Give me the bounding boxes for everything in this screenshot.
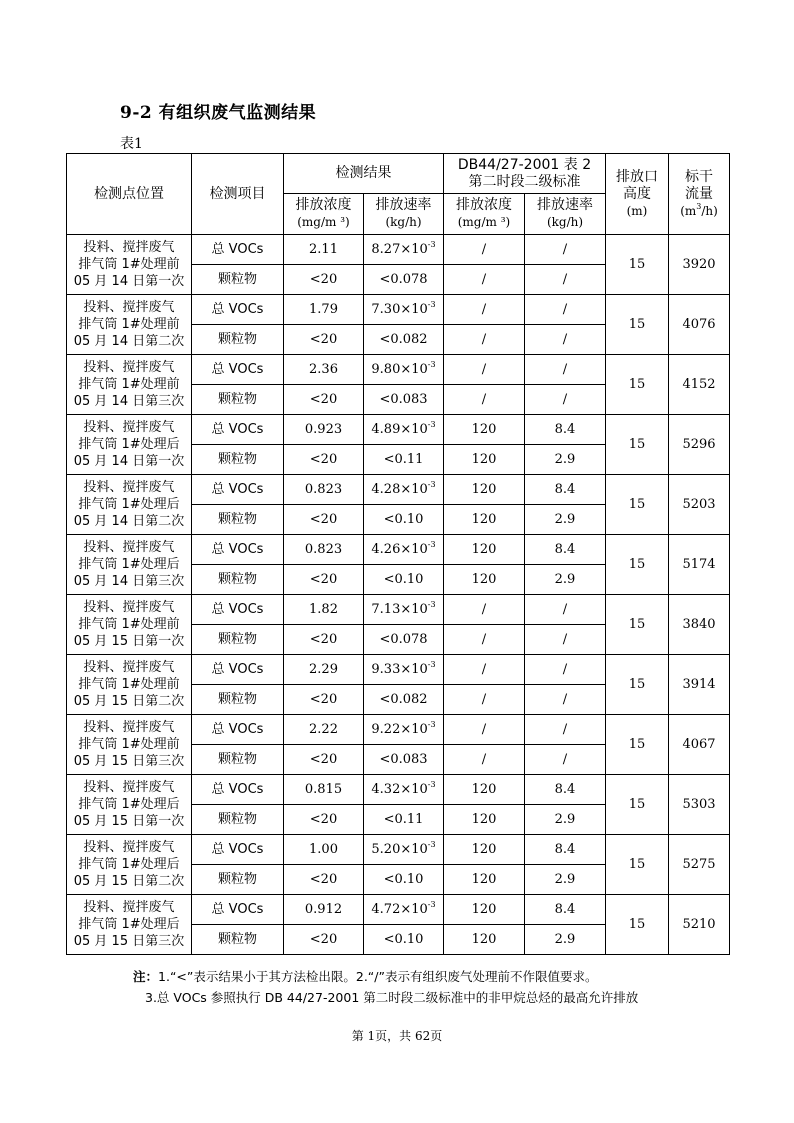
cell-pm-rate: <0.10 — [364, 865, 444, 895]
cell-pm-std-conc: 120 — [444, 505, 525, 535]
cell-pm-rate: <0.10 — [364, 565, 444, 595]
cell-height: 15 — [606, 295, 669, 355]
cell-voc-std-conc: 120 — [444, 535, 525, 565]
cell-voc-std-conc: 120 — [444, 835, 525, 865]
cell-location: 投料、搅拌废气 排气筒 1#处理后 05 月 15 日第三次 — [67, 895, 192, 955]
cell-height: 15 — [606, 235, 669, 295]
cell-pm-rate: <0.082 — [364, 685, 444, 715]
cell-location: 投料、搅拌废气 排气筒 1#处理前 05 月 15 日第二次 — [67, 655, 192, 715]
cell-voc-std-rate: 8.4 — [525, 415, 606, 445]
cell-pm-rate: <0.10 — [364, 925, 444, 955]
cell-voc-std-rate: 8.4 — [525, 535, 606, 565]
cell-pm-rate: <0.078 — [364, 265, 444, 295]
cell-voc-rate: $7.13\times 10^{-3}$ — [364, 595, 444, 625]
cell-voc-rate: $7.30\times 10^{-3}$ — [364, 295, 444, 325]
cell-pm-std-rate: 2.9 — [525, 805, 606, 835]
cell-item-voc: 总 VOCs — [192, 415, 284, 445]
table-caption: 表1 — [120, 136, 143, 152]
cell-pm-std-rate: 2.9 — [525, 865, 606, 895]
cell-voc-std-rate: / — [525, 595, 606, 625]
header-flow-line1: 标干 — [685, 168, 713, 185]
cell-pm-conc: <20 — [284, 325, 364, 355]
table-row — [67, 535, 730, 565]
cell-flow: 3914 — [669, 655, 730, 715]
table-row — [67, 475, 730, 505]
cell-location: 投料、搅拌废气 排气筒 1#处理后 05 月 14 日第一次 — [67, 415, 192, 475]
cell-pm-conc: <20 — [284, 385, 364, 415]
cell-item-voc: 总 VOCs — [192, 835, 284, 865]
cell-location: 投料、搅拌废气 排气筒 1#处理后 05 月 14 日第三次 — [67, 535, 192, 595]
cell-height: 15 — [606, 535, 669, 595]
cell-voc-rate: $4.26\times 10^{-3}$ — [364, 535, 444, 565]
header-std-rate: 排放速率 (kg/h) — [525, 194, 606, 235]
cell-voc-conc: 2.36 — [284, 355, 364, 385]
cell-voc-rate: $4.32\times 10^{-3}$ — [364, 775, 444, 805]
cell-voc-rate: $8.27\times 10^{-3}$ — [364, 235, 444, 265]
cell-item-voc: 总 VOCs — [192, 355, 284, 385]
cell-pm-rate: <0.11 — [364, 805, 444, 835]
note-line-2: 3.总 VOCs 参照执行 DB 44/27-2001 第二时段二级标准中的非甲烷总烃的最高允许排放 — [145, 990, 639, 1005]
header-std-conc: 排放浓度 (mg/m ³) — [444, 194, 525, 235]
cell-pm-rate: <0.11 — [364, 445, 444, 475]
cell-voc-std-rate: 8.4 — [525, 475, 606, 505]
table-row — [67, 295, 730, 325]
cell-voc-std-conc: / — [444, 595, 525, 625]
cell-pm-conc: <20 — [284, 685, 364, 715]
cell-item-pm: 颗粒物 — [192, 925, 284, 955]
cell-pm-rate: <0.10 — [364, 505, 444, 535]
cell-height: 15 — [606, 355, 669, 415]
cell-item-pm: 颗粒物 — [192, 865, 284, 895]
cell-item-voc: 总 VOCs — [192, 235, 284, 265]
cell-voc-conc: 0.823 — [284, 475, 364, 505]
cell-voc-conc: 0.823 — [284, 535, 364, 565]
cell-voc-std-conc: 120 — [444, 475, 525, 505]
cell-voc-std-rate: / — [525, 295, 606, 325]
cell-pm-conc: <20 — [284, 265, 364, 295]
cell-item-voc: 总 VOCs — [192, 895, 284, 925]
cell-item-pm: 颗粒物 — [192, 745, 284, 775]
header-location: 检测点位置 — [67, 154, 192, 235]
header-item: 检测项目 — [192, 154, 284, 235]
cell-flow: 5296 — [669, 415, 730, 475]
cell-location: 投料、搅拌废气 排气筒 1#处理后 05 月 15 日第一次 — [67, 775, 192, 835]
cell-item-pm: 颗粒物 — [192, 565, 284, 595]
cell-item-pm: 颗粒物 — [192, 265, 284, 295]
cell-voc-std-conc: / — [444, 235, 525, 265]
cell-voc-std-conc: 120 — [444, 895, 525, 925]
cell-item-pm: 颗粒物 — [192, 385, 284, 415]
cell-pm-std-conc: / — [444, 325, 525, 355]
cell-pm-conc: <20 — [284, 445, 364, 475]
cell-item-pm: 颗粒物 — [192, 685, 284, 715]
cell-item-pm: 颗粒物 — [192, 445, 284, 475]
header-height-unit: (m) — [626, 203, 648, 218]
cell-voc-conc: 1.00 — [284, 835, 364, 865]
cell-pm-std-conc: / — [444, 625, 525, 655]
cell-pm-std-conc: / — [444, 745, 525, 775]
cell-flow: 4152 — [669, 355, 730, 415]
cell-pm-conc: <20 — [284, 865, 364, 895]
cell-flow: 3920 — [669, 235, 730, 295]
header-standard-line1: DB44/27-2001 表 2 — [457, 156, 592, 173]
cell-pm-conc: <20 — [284, 625, 364, 655]
cell-voc-rate: $9.33\times 10^{-3}$ — [364, 655, 444, 685]
cell-item-voc: 总 VOCs — [192, 475, 284, 505]
cell-location: 投料、搅拌废气 排气筒 1#处理前 05 月 15 日第一次 — [67, 595, 192, 655]
cell-flow: 3840 — [669, 595, 730, 655]
section-title: 9-2 有组织废气监测结果 — [120, 103, 317, 123]
cell-voc-rate: $4.89\times 10^{-3}$ — [364, 415, 444, 445]
cell-pm-std-conc: 120 — [444, 565, 525, 595]
header-flow-line2: 流量 — [685, 185, 713, 202]
cell-flow: 4067 — [669, 715, 730, 775]
cell-voc-conc: 1.79 — [284, 295, 364, 325]
cell-voc-std-rate: / — [525, 235, 606, 265]
cell-voc-std-conc: / — [444, 655, 525, 685]
cell-voc-std-conc: / — [444, 355, 525, 385]
cell-voc-rate: $9.22\times 10^{-3}$ — [364, 715, 444, 745]
cell-pm-rate: <0.078 — [364, 625, 444, 655]
cell-flow: 5275 — [669, 835, 730, 895]
cell-flow: 5174 — [669, 535, 730, 595]
header-height-line1: 排放口 — [616, 168, 658, 185]
cell-voc-conc: 2.11 — [284, 235, 364, 265]
header-rate: 排放速率 (kg/h) — [364, 194, 444, 235]
header-flow — [669, 154, 730, 235]
cell-item-pm: 颗粒物 — [192, 805, 284, 835]
cell-voc-conc: 0.923 — [284, 415, 364, 445]
cell-height: 15 — [606, 415, 669, 475]
cell-item-voc: 总 VOCs — [192, 595, 284, 625]
table-row — [67, 895, 730, 925]
cell-pm-conc: <20 — [284, 805, 364, 835]
cell-pm-std-conc: 120 — [444, 805, 525, 835]
table-row — [67, 775, 730, 805]
cell-item-voc: 总 VOCs — [192, 655, 284, 685]
cell-item-pm: 颗粒物 — [192, 325, 284, 355]
cell-location: 投料、搅拌废气 排气筒 1#处理前 05 月 14 日第一次 — [67, 235, 192, 295]
cell-voc-std-conc: / — [444, 715, 525, 745]
cell-height: 15 — [606, 655, 669, 715]
cell-voc-std-rate: 8.4 — [525, 775, 606, 805]
cell-location: 投料、搅拌废气 排气筒 1#处理前 05 月 14 日第三次 — [67, 355, 192, 415]
cell-pm-conc: <20 — [284, 925, 364, 955]
cell-voc-rate: $4.28\times 10^{-3}$ — [364, 475, 444, 505]
note-line-1 — [133, 967, 597, 985]
cell-pm-std-rate: / — [525, 625, 606, 655]
cell-voc-rate: $5.20\times 10^{-3}$ — [364, 835, 444, 865]
table-row — [67, 595, 730, 625]
cell-height: 15 — [606, 895, 669, 955]
header-conc: 排放浓度 (mg/m ³) — [284, 194, 364, 235]
cell-pm-std-conc: 120 — [444, 925, 525, 955]
cell-voc-std-conc: / — [444, 295, 525, 325]
cell-pm-rate: <0.083 — [364, 745, 444, 775]
cell-pm-std-rate: / — [525, 745, 606, 775]
cell-pm-conc: <20 — [284, 565, 364, 595]
cell-pm-conc: <20 — [284, 505, 364, 535]
cell-voc-std-rate: 8.4 — [525, 895, 606, 925]
header-standard — [444, 154, 606, 194]
cell-pm-conc: <20 — [284, 745, 364, 775]
cell-pm-std-rate: / — [525, 325, 606, 355]
table-row — [67, 415, 730, 445]
cell-item-voc: 总 VOCs — [192, 535, 284, 565]
cell-voc-conc: 2.29 — [284, 655, 364, 685]
cell-pm-std-rate: / — [525, 685, 606, 715]
cell-flow: 4076 — [669, 295, 730, 355]
cell-height: 15 — [606, 715, 669, 775]
header-flow-unit: $(m^3/h)$ — [680, 201, 718, 218]
table-row — [67, 355, 730, 385]
cell-pm-std-rate: 2.9 — [525, 505, 606, 535]
cell-item-pm: 颗粒物 — [192, 625, 284, 655]
cell-location: 投料、搅拌废气 排气筒 1#处理前 05 月 14 日第二次 — [67, 295, 192, 355]
cell-pm-std-conc: / — [444, 685, 525, 715]
cell-pm-std-rate: 2.9 — [525, 565, 606, 595]
header-height — [606, 154, 669, 235]
cell-voc-std-rate: / — [525, 715, 606, 745]
cell-pm-std-conc: / — [444, 265, 525, 295]
cell-item-pm: 颗粒物 — [192, 505, 284, 535]
cell-pm-std-conc: 120 — [444, 445, 525, 475]
cell-location: 投料、搅拌废气 排气筒 1#处理后 05 月 14 日第二次 — [67, 475, 192, 535]
cell-voc-std-rate: / — [525, 655, 606, 685]
table-row — [67, 715, 730, 745]
cell-pm-std-rate: / — [525, 265, 606, 295]
cell-height: 15 — [606, 835, 669, 895]
note-text-1: 1.“<”表示结果小于其方法检出限。2.“/”表示有组织废气处理前不作限值要求。 — [158, 969, 598, 984]
table-row — [67, 235, 730, 265]
cell-pm-std-rate: 2.9 — [525, 445, 606, 475]
cell-item-voc: 总 VOCs — [192, 295, 284, 325]
cell-voc-conc: 2.22 — [284, 715, 364, 745]
cell-voc-rate: $9.80\times 10^{-3}$ — [364, 355, 444, 385]
note-label: 注： — [133, 969, 159, 984]
cell-voc-conc: 1.82 — [284, 595, 364, 625]
cell-pm-std-conc: / — [444, 385, 525, 415]
monitoring-results-table — [66, 153, 730, 955]
cell-height: 15 — [606, 775, 669, 835]
cell-pm-std-rate: 2.9 — [525, 925, 606, 955]
cell-flow: 5203 — [669, 475, 730, 535]
cell-voc-rate: $4.72\times 10^{-3}$ — [364, 895, 444, 925]
cell-pm-rate: <0.082 — [364, 325, 444, 355]
table-row — [67, 655, 730, 685]
cell-voc-std-rate: / — [525, 355, 606, 385]
cell-height: 15 — [606, 475, 669, 535]
table-row — [67, 835, 730, 865]
cell-flow: 5210 — [669, 895, 730, 955]
cell-pm-rate: <0.083 — [364, 385, 444, 415]
cell-voc-std-conc: 120 — [444, 415, 525, 445]
cell-item-voc: 总 VOCs — [192, 715, 284, 745]
header-row-1 — [67, 154, 730, 194]
cell-pm-std-conc: 120 — [444, 865, 525, 895]
cell-voc-std-rate: 8.4 — [525, 835, 606, 865]
cell-pm-std-rate: / — [525, 385, 606, 415]
cell-height: 15 — [606, 595, 669, 655]
cell-voc-conc: 0.912 — [284, 895, 364, 925]
cell-flow: 5303 — [669, 775, 730, 835]
cell-location: 投料、搅拌废气 排气筒 1#处理后 05 月 15 日第二次 — [67, 835, 192, 895]
page-footer: 第 1页，共 62页 — [351, 1029, 443, 1043]
header-height-line2: 高度 — [623, 185, 651, 202]
cell-voc-conc: 0.815 — [284, 775, 364, 805]
header-standard-line2: 第二时段二级标准 — [468, 173, 581, 190]
cell-voc-std-conc: 120 — [444, 775, 525, 805]
cell-location: 投料、搅拌废气 排气筒 1#处理前 05 月 15 日第三次 — [67, 715, 192, 775]
cell-item-voc: 总 VOCs — [192, 775, 284, 805]
header-result: 检测结果 — [284, 154, 444, 194]
